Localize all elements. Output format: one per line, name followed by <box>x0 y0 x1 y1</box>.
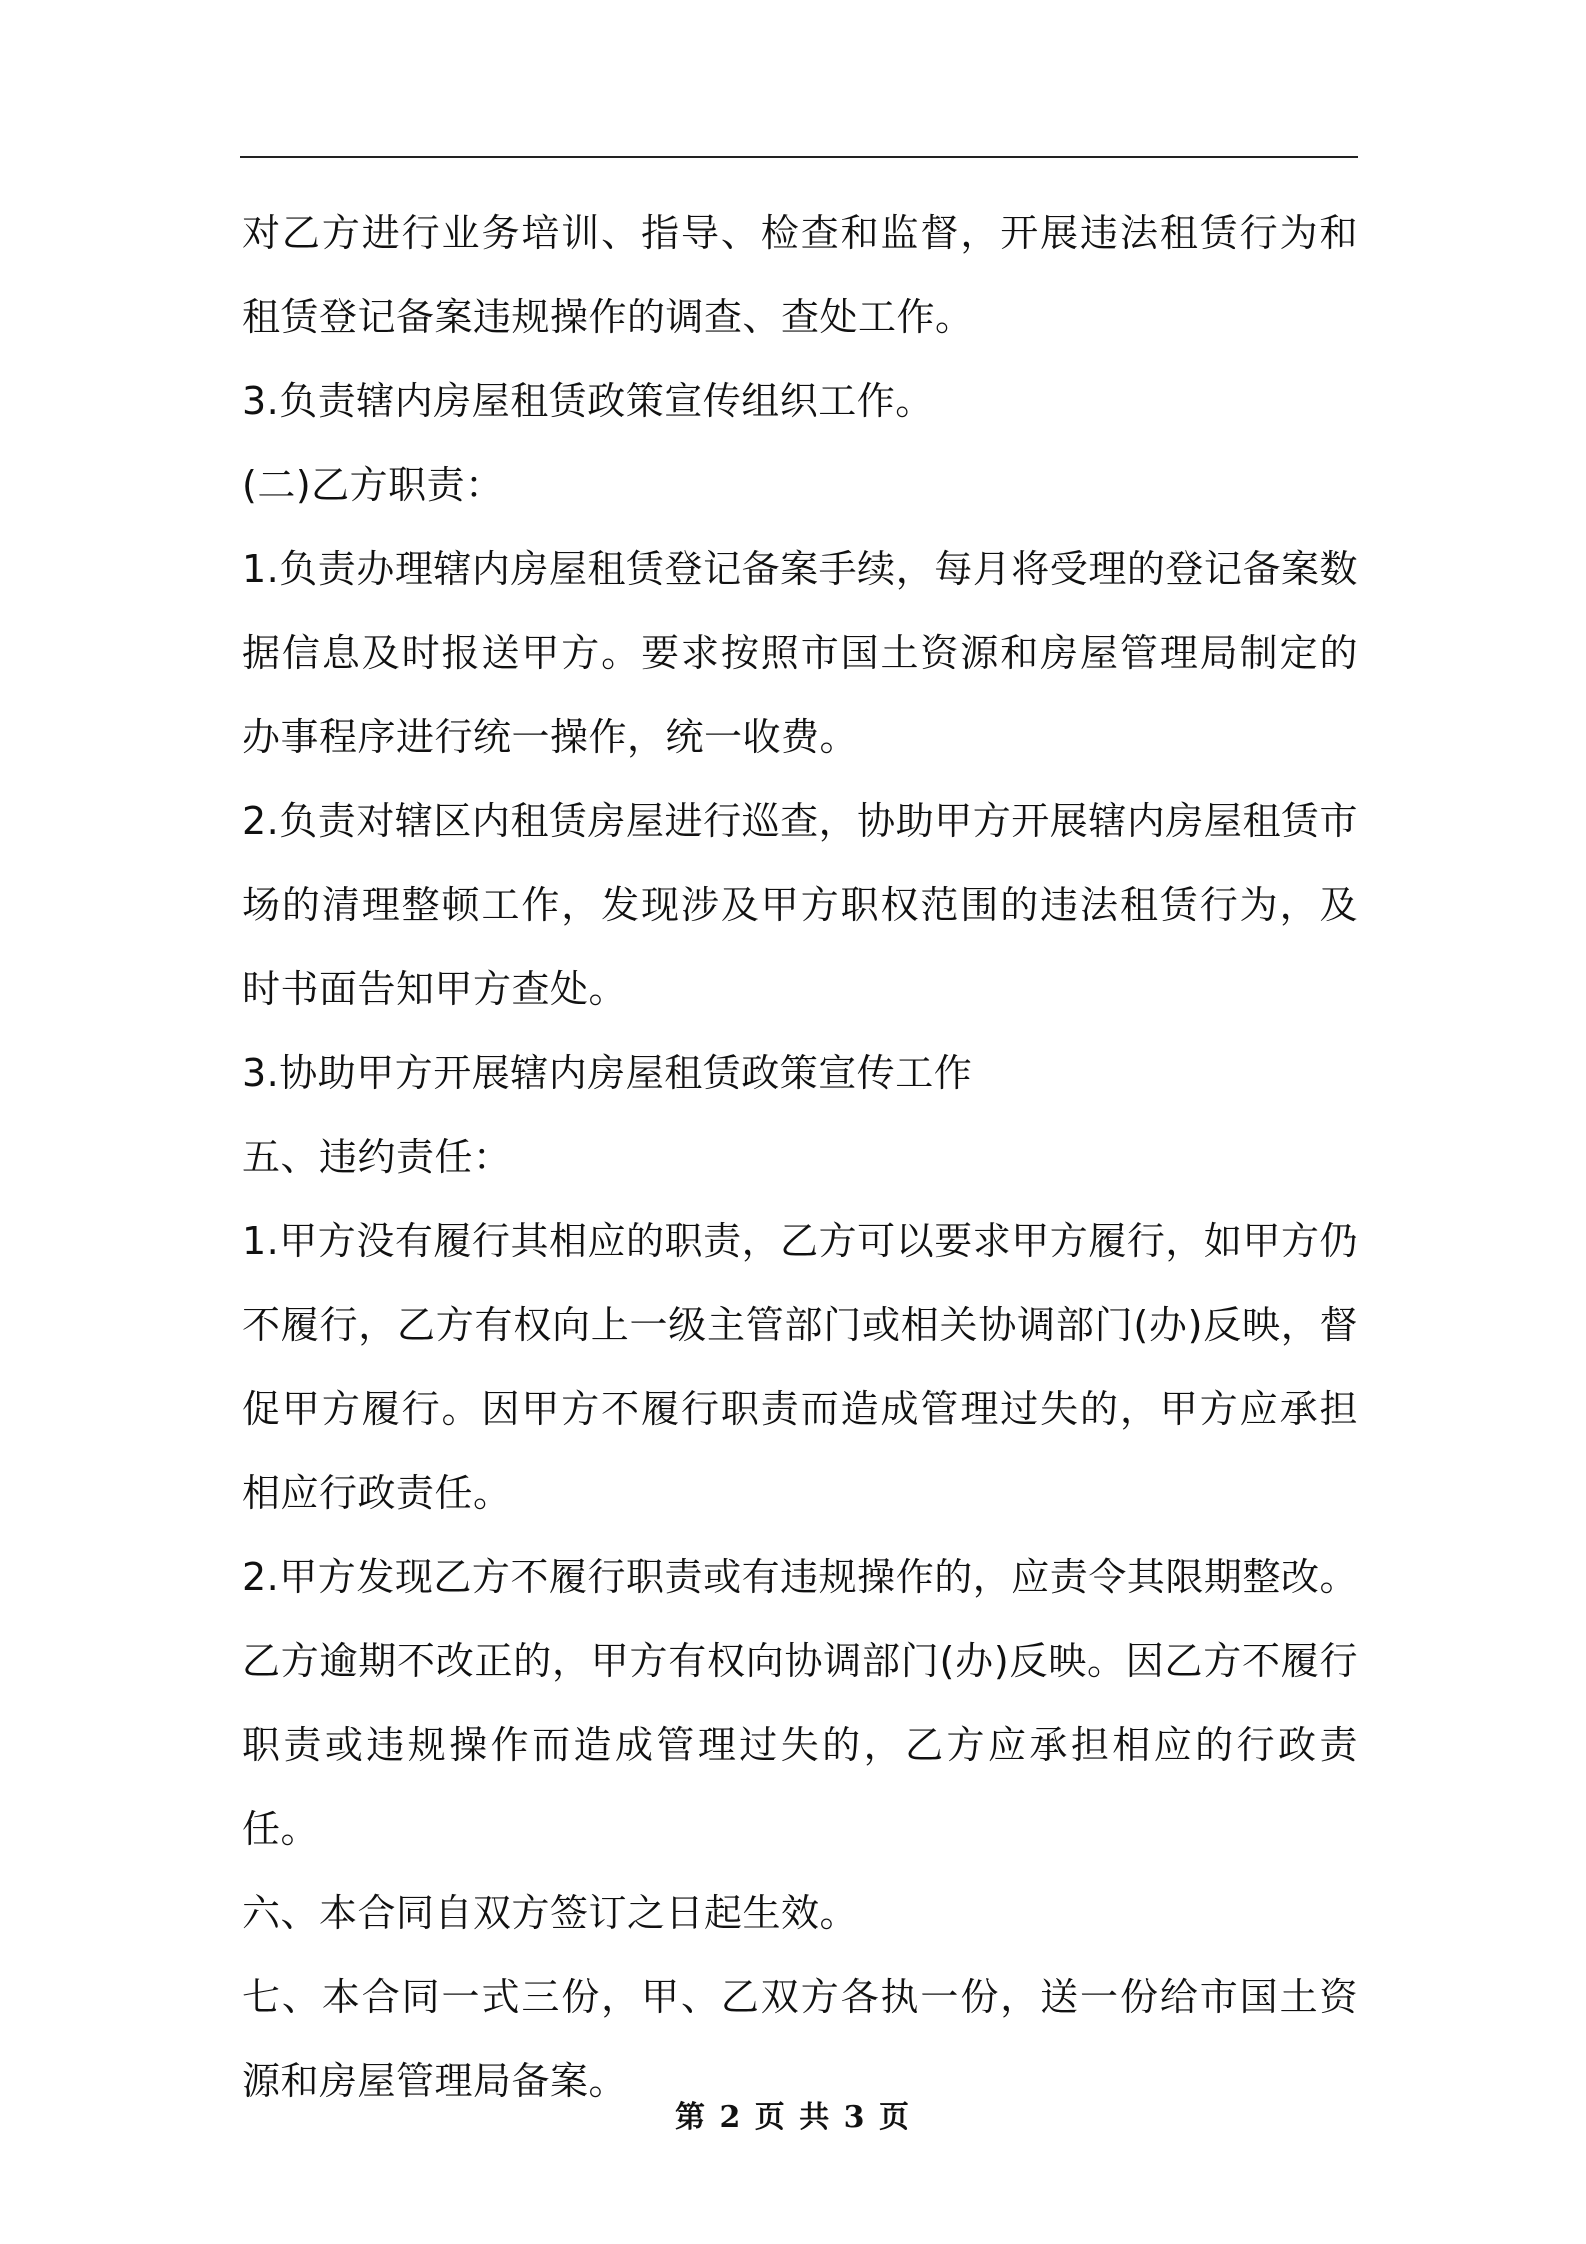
paragraph: 2.甲方发现乙方不履行职责或有违规操作的，应责令其限期整改。乙方逾期不改正的，甲方有权向协调部门(办)反映。因乙方不履行职责或违规操作而造成管理过失的，乙方应承担相应的行政责任。 <box>242 1555 1358 1851</box>
paragraph: 六、本合同自双方签订之日起生效。 <box>242 1891 859 1935</box>
paragraph: 2.负责对辖区内租赁房屋进行巡查，协助甲方开展辖内房屋租赁市场的清理整顿工作，发现涉及甲方职权范围的违法租赁行为，及时书面告知甲方查处。 <box>242 799 1358 1011</box>
paragraph: 对乙方进行业务培训、指导、检查和监督，开展违法租赁行为和租赁登记备案违规操作的调查、查处工作。 <box>242 211 1358 339</box>
page-number: 第 2 页 共 3 页 <box>675 2100 911 2135</box>
document-body <box>242 191 1358 2123</box>
paragraph: 1.甲方没有履行其相应的职责，乙方可以要求甲方履行，如甲方仍不履行，乙方有权向上一级主管部门或相关协调部门(办)反映，督促甲方履行。因甲方不履行职责而造成管理过失的，甲方应承担相应行政责任。 <box>242 1219 1358 1515</box>
section-heading: (二)乙方职责： <box>242 463 504 507</box>
paragraph: 七、本合同一式三份，甲、乙双方各执一份，送一份给市国土资源和房屋管理局备案。 <box>242 1975 1358 2103</box>
section-heading: 五、违约责任： <box>242 1135 512 1179</box>
paragraph: 1.负责办理辖内房屋租赁登记备案手续，每月将受理的登记备案数据信息及时报送甲方。要求按照市国土资源和房屋管理局制定的办事程序进行统一操作，统一收费。 <box>242 547 1358 759</box>
header-rule <box>240 156 1358 158</box>
paragraph: 3.协助甲方开展辖内房屋租赁政策宣传工作 <box>242 1051 973 1095</box>
paragraph: 3.负责辖内房屋租赁政策宣传组织工作。 <box>242 379 934 423</box>
